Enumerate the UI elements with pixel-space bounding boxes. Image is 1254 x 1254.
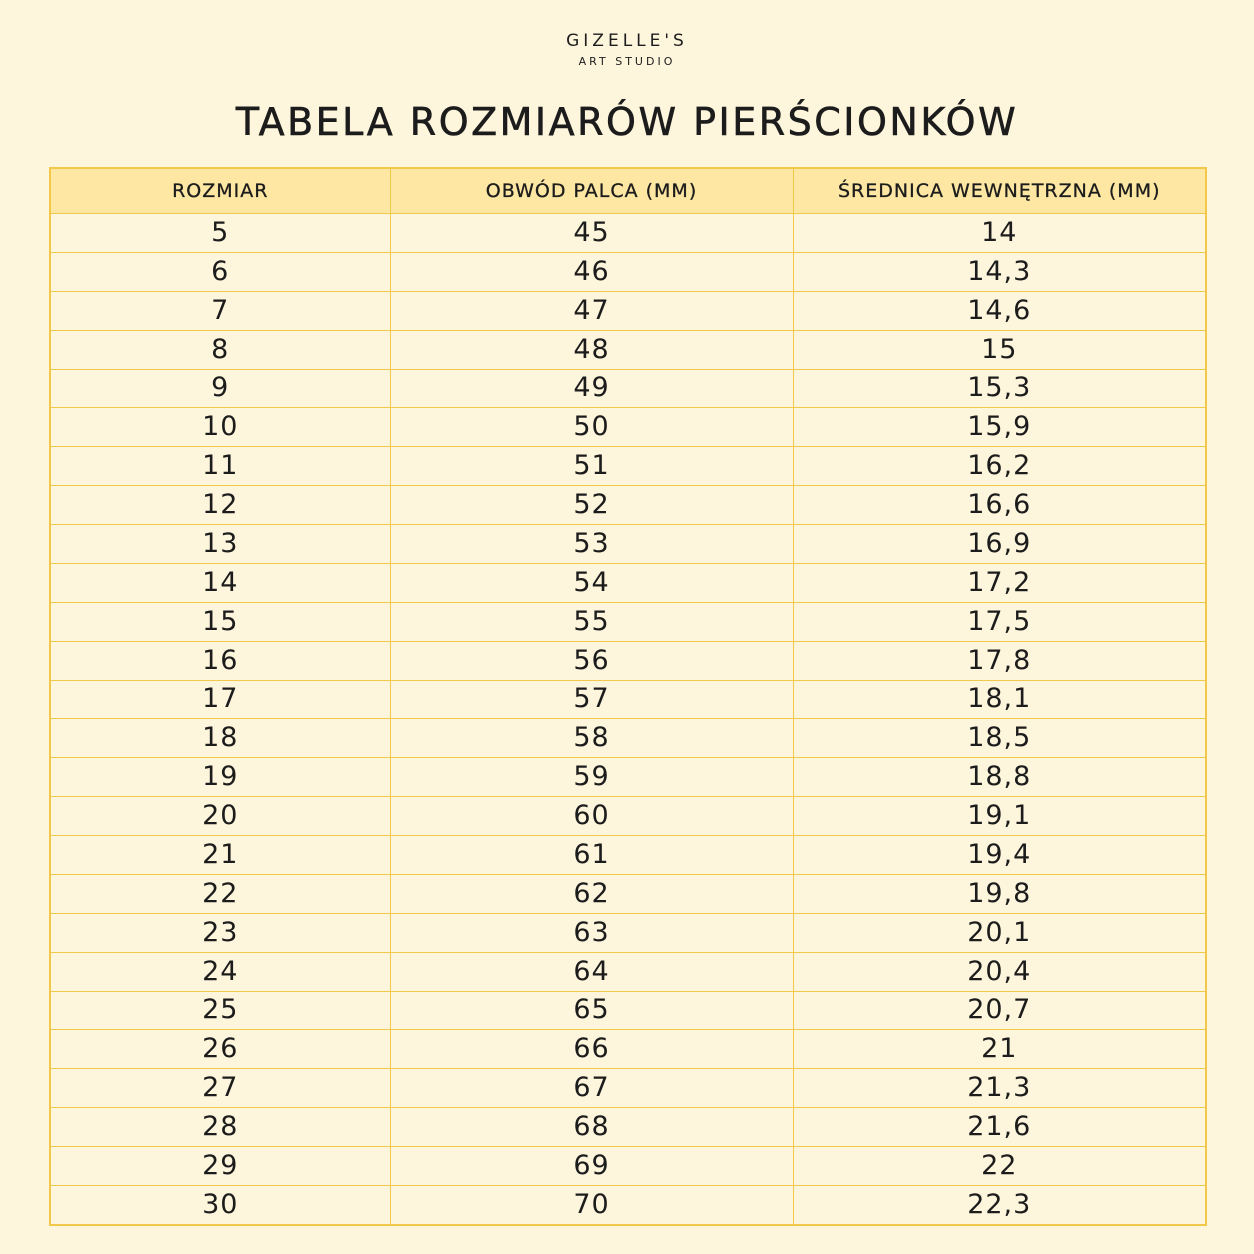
table-row [50,1069,1206,1108]
table-row [50,874,1206,913]
size-cell: 7 [50,291,390,330]
inner-diameter-cell: 14,3 [793,252,1206,291]
circumference-cell: 59 [390,758,793,797]
inner-diameter-cell: 15 [793,330,1206,369]
circumference-cell: 53 [390,525,793,564]
inner-diameter-cell: 14,6 [793,291,1206,330]
circumference-cell: 67 [390,1069,793,1108]
circumference-cell: 69 [390,1147,793,1186]
size-cell: 15 [50,602,390,641]
inner-diameter-cell: 20,4 [793,952,1206,991]
inner-diameter-cell: 20,1 [793,913,1206,952]
brand-logo [0,31,1254,69]
circumference-cell: 49 [390,369,793,408]
brand-subtitle: ART STUDIO [578,55,676,68]
circumference-cell: 66 [390,1030,793,1069]
circumference-cell: 65 [390,991,793,1030]
table-row [50,1108,1206,1147]
table-row [50,758,1206,797]
inner-diameter-cell: 17,5 [793,602,1206,641]
size-cell: 18 [50,719,390,758]
table-row [50,525,1206,564]
inner-diameter-cell: 15,3 [793,369,1206,408]
page-title: TABELA ROZMIARÓW PIERŚCIONKÓW [235,100,1019,144]
inner-diameter-cell: 21,3 [793,1069,1206,1108]
table-row [50,952,1206,991]
circumference-cell: 60 [390,797,793,836]
size-cell: 8 [50,330,390,369]
inner-diameter-cell: 20,7 [793,991,1206,1030]
size-cell: 24 [50,952,390,991]
table-row [50,991,1206,1030]
table-row [50,836,1206,875]
column-header-size: ROZMIAR [50,168,390,214]
size-cell: 12 [50,486,390,525]
inner-diameter-cell: 14 [793,214,1206,253]
circumference-cell: 57 [390,680,793,719]
table-row [50,797,1206,836]
circumference-cell: 68 [390,1108,793,1147]
circumference-cell: 52 [390,486,793,525]
table-header [50,168,1206,214]
table-row [50,1030,1206,1069]
table-row [50,214,1206,253]
circumference-cell: 47 [390,291,793,330]
size-cell: 30 [50,1185,390,1225]
size-cell: 13 [50,525,390,564]
inner-diameter-cell: 22,3 [793,1185,1206,1225]
size-cell: 23 [50,913,390,952]
circumference-cell: 46 [390,252,793,291]
inner-diameter-cell: 19,4 [793,836,1206,875]
table-body [50,214,1206,1226]
size-cell: 17 [50,680,390,719]
size-cell: 5 [50,214,390,253]
table-row [50,252,1206,291]
inner-diameter-cell: 16,2 [793,447,1206,486]
inner-diameter-cell: 17,8 [793,641,1206,680]
inner-diameter-cell: 22 [793,1147,1206,1186]
size-cell: 25 [50,991,390,1030]
size-cell: 14 [50,563,390,602]
size-cell: 28 [50,1108,390,1147]
circumference-cell: 48 [390,330,793,369]
circumference-cell: 54 [390,563,793,602]
circumference-cell: 62 [390,874,793,913]
inner-diameter-cell: 16,6 [793,486,1206,525]
size-cell: 19 [50,758,390,797]
size-cell: 10 [50,408,390,447]
table-row [50,408,1206,447]
inner-diameter-cell: 19,1 [793,797,1206,836]
table-row [50,680,1206,719]
circumference-cell: 63 [390,913,793,952]
inner-diameter-cell: 21,6 [793,1108,1206,1147]
inner-diameter-cell: 18,5 [793,719,1206,758]
brand-name: GIZELLE'S [566,31,688,51]
inner-diameter-cell: 18,1 [793,680,1206,719]
circumference-cell: 45 [390,214,793,253]
table-row [50,913,1206,952]
table-row [50,1185,1206,1225]
inner-diameter-cell: 16,9 [793,525,1206,564]
circumference-cell: 56 [390,641,793,680]
header-row [50,168,1206,214]
table-row [50,330,1206,369]
table-row [50,602,1206,641]
size-cell: 11 [50,447,390,486]
size-cell: 26 [50,1030,390,1069]
circumference-cell: 61 [390,836,793,875]
table-row [50,486,1206,525]
size-cell: 16 [50,641,390,680]
table-row [50,447,1206,486]
table-row [50,369,1206,408]
table-row [50,291,1206,330]
column-header-inner-diameter: ŚREDNICA WEWNĘTRZNA (MM) [793,168,1206,214]
ring-size-table-container [49,167,1205,1226]
size-cell: 6 [50,252,390,291]
column-header-circumference: OBWÓD PALCA (MM) [390,168,793,214]
circumference-cell: 50 [390,408,793,447]
inner-diameter-cell: 19,8 [793,874,1206,913]
size-cell: 29 [50,1147,390,1186]
size-cell: 21 [50,836,390,875]
size-cell: 9 [50,369,390,408]
inner-diameter-cell: 18,8 [793,758,1206,797]
ring-size-table [49,167,1207,1226]
size-cell: 22 [50,874,390,913]
inner-diameter-cell: 15,9 [793,408,1206,447]
table-row [50,563,1206,602]
circumference-cell: 58 [390,719,793,758]
size-cell: 20 [50,797,390,836]
inner-diameter-cell: 21 [793,1030,1206,1069]
table-row [50,641,1206,680]
size-cell: 27 [50,1069,390,1108]
table-row [50,719,1206,758]
circumference-cell: 64 [390,952,793,991]
circumference-cell: 55 [390,602,793,641]
circumference-cell: 51 [390,447,793,486]
table-row [50,1147,1206,1186]
inner-diameter-cell: 17,2 [793,563,1206,602]
circumference-cell: 70 [390,1185,793,1225]
